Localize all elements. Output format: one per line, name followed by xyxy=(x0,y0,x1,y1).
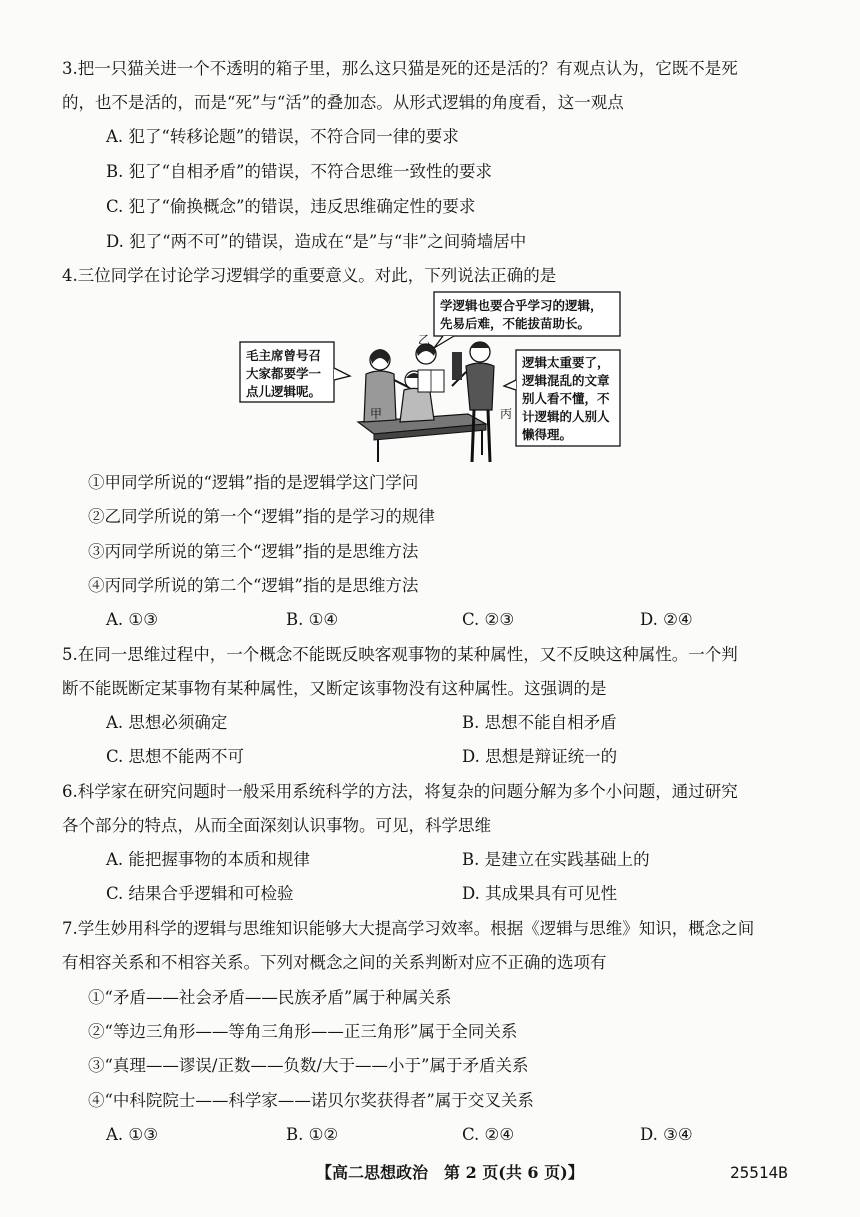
bing-bubble-line-2: 逻辑混乱的文章 xyxy=(522,373,610,388)
q4-answer-c: C. ②③ xyxy=(462,610,515,629)
q6-stem-line-1: 6.科学家在研究问题时一般采用系统科学的方法，将复杂的问题分解为多个小问题，通过研究 xyxy=(62,782,738,801)
footer-exam-code: 25514B xyxy=(730,1163,788,1182)
bing-bubble-line-3: 别人看不懂，不 xyxy=(522,391,610,406)
bing-bubble-line-1: 逻辑太重要了， xyxy=(522,355,610,370)
q6-answer-b: B. 是建立在实践基础上的 xyxy=(462,850,650,869)
q4-statement-2: ②乙同学所说的第一个“逻辑”指的是学习的规律 xyxy=(88,507,435,526)
q4-answer-d: D. ②④ xyxy=(640,610,693,629)
q3-stem-line-1: 3.把一只猫关进一个不透明的箱子里，那么这只猫是死的还是活的？有观点认为，它既不是死 xyxy=(62,59,738,78)
q4-statement-4: ④丙同学所说的第二个“逻辑”指的是思维方法 xyxy=(88,576,419,595)
q7-answer-a: A. ①③ xyxy=(106,1125,158,1144)
q7-answer-b: B. ①② xyxy=(286,1125,339,1144)
label-jia: 甲 xyxy=(370,407,383,421)
q3-option-d: D. 犯了“两不可”的错误，造成在“是”与“非”之间骑墙居中 xyxy=(106,232,527,251)
q5-answer-d: D. 思想是辩证统一的 xyxy=(462,747,618,766)
q5-stem-line-1: 5.在同一思维过程中，一个概念不能既反映客观事物的某种属性，又不反映这种属性。一个判 xyxy=(62,645,738,664)
q7-stem-line-2: 有相容关系和不相容关系。下列对概念之间的关系判断对应不正确的选项有 xyxy=(62,953,607,972)
jia-bubble-line-2: 大家都要学一 xyxy=(246,366,322,381)
q4-stem: 4.三位同学在讨论学习逻辑学的重要意义。对此，下列说法正确的是 xyxy=(62,266,557,285)
q6-stem-line-2: 各个部分的特点，从而全面深刻认识事物。可见，科学思维 xyxy=(62,816,491,835)
q4-answer-b: B. ①④ xyxy=(286,610,339,629)
q7-answer-d: D. ③④ xyxy=(640,1125,693,1144)
q7-statement-1: ①“矛盾——社会矛盾——民族矛盾”属于种属关系 xyxy=(88,988,452,1007)
q3-option-c: C. 犯了“偷换概念”的错误，违反思维确定性的要求 xyxy=(106,197,476,216)
q5-answer-a: A. 思想必须确定 xyxy=(106,713,228,732)
q4-statement-1: ①甲同学所说的“逻辑”指的是逻辑学这门学问 xyxy=(88,473,419,492)
q6-answer-a: A. 能把握事物的本质和规律 xyxy=(106,850,310,869)
q3-option-a: A. 犯了“转移论题”的错误，不符合同一律的要求 xyxy=(106,127,459,146)
q5-answer-b: B. 思想不能自相矛盾 xyxy=(462,713,617,732)
yi-bubble-line-1: 学逻辑也要合乎学习的逻辑， xyxy=(440,298,603,313)
student-bing-figure xyxy=(452,342,494,462)
q7-answer-c: C. ②④ xyxy=(462,1125,515,1144)
q6-answer-d: D. 其成果具有可见性 xyxy=(462,884,618,903)
footer-page-info: 【高二思想政治 第 2 页(共 6 页)】 xyxy=(316,1163,584,1182)
student-yi-figure xyxy=(400,344,444,422)
jia-bubble-line-1: 毛主席曾号召 xyxy=(246,348,322,363)
q7-stem-line-1: 7.学生妙用科学的逻辑与思维知识能够大大提高学习效率。根据《逻辑与思维》知识，概念之间 xyxy=(62,919,755,938)
q4-cartoon xyxy=(238,290,622,465)
label-yi: 乙 xyxy=(418,333,431,347)
q6-answer-c: C. 结果合乎逻辑和可检验 xyxy=(106,884,294,903)
bing-bubble-line-4: 计逻辑的人别人 xyxy=(522,409,610,424)
bing-bubble-line-5: 懒得理。 xyxy=(522,427,573,442)
label-bing: 丙 xyxy=(500,407,513,421)
q3-stem-line-2: 的，也不是活的，而是“死”与“活”的叠加态。从形式逻辑的角度看，这一观点 xyxy=(62,93,624,112)
q5-stem-line-2: 断不能既断定某事物有某种属性，又断定该事物没有这种属性。这强调的是 xyxy=(62,679,607,698)
q7-statement-2: ②“等边三角形——等角三角形——正三角形”属于全同关系 xyxy=(88,1022,518,1041)
yi-bubble-line-2: 先易后难，不能拔苗助长。 xyxy=(440,316,591,331)
q4-statement-3: ③丙同学所说的第三个“逻辑”指的是思维方法 xyxy=(88,542,419,561)
q3-option-b: B. 犯了“自相矛盾”的错误，不符合思维一致性的要求 xyxy=(106,162,492,181)
q7-statement-4: ④“中科院院士——科学家——诺贝尔奖获得者”属于交叉关系 xyxy=(88,1091,534,1110)
q5-answer-c: C. 思想不能两不可 xyxy=(106,747,245,766)
jia-bubble-line-3: 点儿逻辑呢。 xyxy=(246,384,322,399)
q4-answer-a: A. ①③ xyxy=(106,610,158,629)
q7-statement-3: ③“真理——谬误/正数——负数/大于——小于”属于矛盾关系 xyxy=(88,1056,529,1075)
